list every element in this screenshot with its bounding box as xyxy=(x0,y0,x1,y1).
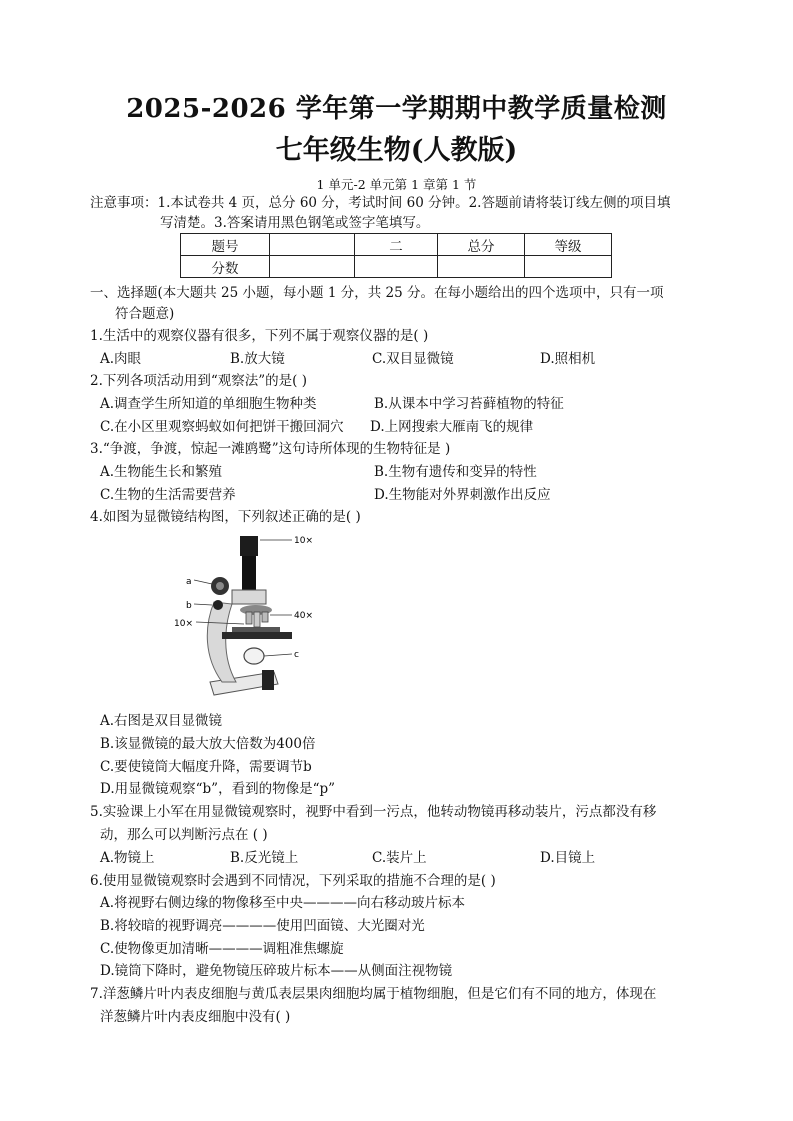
label-eyepiece: 10× xyxy=(294,536,313,546)
exam-scope: 1 单元-2 单元第 1 章第 1 节 xyxy=(316,177,477,192)
q2-option-a: A.调查学生所知道的单细胞生物种类 xyxy=(100,396,317,412)
q1-option-d: D.照相机 xyxy=(540,351,596,367)
q1-option-c: C.双目显微镜 xyxy=(372,351,454,367)
label-c: c xyxy=(294,650,299,660)
q5-option-d: D.目镜上 xyxy=(540,850,596,866)
q7-stem: 7.洋葱鳞片叶内表皮细胞与黄瓜表层果肉细胞均属于植物细胞，但是它们有不同的地方，体现在 xyxy=(90,986,657,1002)
q5-option-b: B.反光镜上 xyxy=(230,850,299,866)
score-cell xyxy=(270,234,355,256)
q1-option-a: A.肉眼 xyxy=(100,351,142,367)
exam-title-line1: 2025-2026 学年第一学期期中教学质量检测 xyxy=(126,94,667,124)
score-cell xyxy=(355,256,438,278)
q4-option-a: A.右图是双目显微镜 xyxy=(100,713,223,729)
q2-option-d: D.上网搜索大雁南飞的规律 xyxy=(370,419,534,435)
score-cell xyxy=(525,256,612,278)
q3-option-c: C.生物的生活需要营养 xyxy=(100,487,236,503)
section1-heading-cont: 符合题意) xyxy=(115,306,175,322)
q5-option-a: A.物镜上 xyxy=(100,850,155,866)
q4-option-d: D.用显微镜观察“b”，看到的物像是“p” xyxy=(100,781,336,797)
q5-stem-cont: 动，那么可以判断污点在 ( ) xyxy=(100,827,268,843)
q6-option-c: C.使物像更加清晰————调粗准焦螺旋 xyxy=(100,941,344,957)
score-table-row xyxy=(181,256,612,278)
score-cell xyxy=(438,256,525,278)
q3-option-a: A.生物能生长和繁殖 xyxy=(100,464,223,480)
q6-option-b: B.将较暗的视野调亮————使用凹面镜、大光圈对光 xyxy=(100,918,425,934)
microscope-figure xyxy=(174,532,324,702)
notes-line2: 写清楚。3.答案请用黑色钢笔或签字笔填写。 xyxy=(160,215,430,231)
q7-stem-cont: 洋葱鳞片叶内表皮细胞中没有( ) xyxy=(100,1009,291,1025)
microscope-illustration xyxy=(174,532,324,702)
q5-option-c: C.装片上 xyxy=(372,850,427,866)
score-cell: 分数 xyxy=(181,256,270,278)
score-cell: 二 xyxy=(355,234,438,256)
score-cell xyxy=(270,256,355,278)
q2-option-b: B.从课本中学习苔藓植物的特征 xyxy=(374,396,564,412)
q3-option-b: B.生物有遗传和变异的特性 xyxy=(374,464,537,480)
label-objective-10x: 10× xyxy=(174,619,193,629)
q4-stem: 4.如图为显微镜结构图，下列叙述正确的是( ) xyxy=(90,509,361,525)
label-b: b xyxy=(186,601,192,611)
notes-line1: 注意事项：1.本试卷共 4 页，总分 60 分，考试时间 60 分钟。2.答题前请将装订线左侧的项目填 xyxy=(90,195,671,211)
q4-option-c: C.要使镜筒大幅度升降，需要调节b xyxy=(100,759,312,775)
label-a: a xyxy=(186,577,192,587)
section1-heading: 一、选择题(本大题共 25 小题，每小题 1 分，共 25 分。在每小题给出的四个选项中，只有一项 xyxy=(90,285,664,301)
q6-option-a: A.将视野右侧边缘的物像移至中央————向右移动玻片标本 xyxy=(100,895,466,911)
q2-stem: 2.下列各项活动用到“观察法”的是( ) xyxy=(90,373,308,389)
score-cell: 等级 xyxy=(525,234,612,256)
label-objective-40x: 40× xyxy=(294,611,313,621)
q3-option-d: D.生物能对外界刺激作出反应 xyxy=(374,487,551,503)
q5-stem: 5.实验课上小军在用显微镜观察时，视野中看到一污点，他转动物镜再移动装片，污点都没有移 xyxy=(90,804,657,820)
score-table-row xyxy=(181,234,612,256)
score-table xyxy=(180,233,612,278)
q6-stem: 6.使用显微镜观察时会遇到不同情况，下列采取的措施不合理的是( ) xyxy=(90,873,496,889)
q1-option-b: B.放大镜 xyxy=(230,351,285,367)
q6-option-d: D.镜筒下降时，避免物镜压碎玻片标本——从侧面注视物镜 xyxy=(100,963,453,979)
exam-title-line2: 七年级生物(人教版) xyxy=(275,135,518,166)
score-cell: 总分 xyxy=(438,234,525,256)
score-cell: 题号 xyxy=(181,234,270,256)
q1-stem: 1.生活中的观察仪器有很多，下列不属于观察仪器的是( ) xyxy=(90,328,429,344)
q2-option-c: C.在小区里观察蚂蚁如何把饼干搬回洞穴 xyxy=(100,419,344,435)
q3-stem: 3.“争渡，争渡，惊起一滩鸥鹭”这句诗所体现的生物特征是 ) xyxy=(90,441,451,457)
q4-option-b: B.该显微镜的最大放大倍数为400倍 xyxy=(100,736,316,752)
